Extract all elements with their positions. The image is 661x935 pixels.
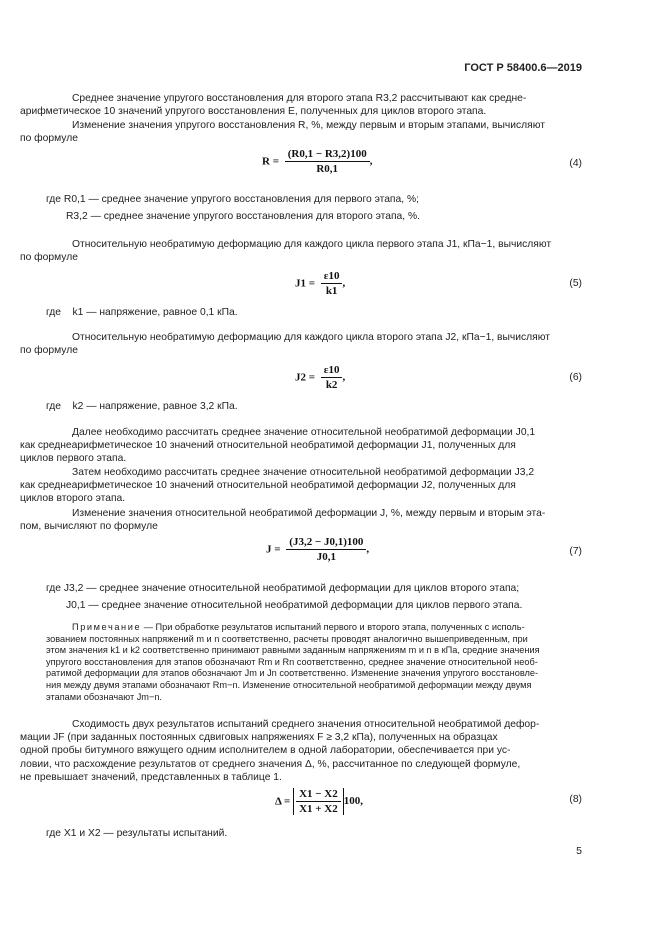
text-line: Далее необходимо рассчитать среднее значение относительной необратимой деформации J0,1 <box>72 427 536 438</box>
fraction <box>296 788 341 815</box>
formula-8 <box>275 788 363 815</box>
where-line: где k1 — напряжение, равное 0,1 кПа. <box>46 307 238 318</box>
text-line: арифметическое 10 значений упругого восстановления E, полученных для циклов второго этапа. <box>20 106 487 118</box>
equation-8 <box>0 788 661 828</box>
text-line: Изменение значения относительной необратимой деформации J, %, между первым и вторым эта- <box>72 508 546 519</box>
formula-tail: , <box>369 155 373 168</box>
text-line: пом, вычисляют по формуле <box>20 521 158 533</box>
where-line: где X1 и X2 — результаты испытаний. <box>46 828 228 839</box>
formula-tail: , <box>342 277 346 290</box>
where-block-7 <box>46 582 583 612</box>
fraction-denominator: k1 <box>325 285 338 297</box>
where-line: J0,1 — среднее значение относительной необратимой деформации для циклов первого этапа. <box>66 600 523 612</box>
equation-number: (8) <box>569 794 582 805</box>
text-line: мации JF (при заданных постоянных сдвиговых напряжениях F ≥ 3,2 кПа), полученных на образцах <box>20 732 498 744</box>
equation-7 <box>0 536 661 576</box>
text-line: Среднее значение упругого восстановления для второго этапа R3,2 рассчитывают как средне- <box>72 93 527 104</box>
text-line: как среднеарифметическое 10 значений относительной необратимой деформации J2, полученных для <box>20 480 516 492</box>
fraction-denominator: k2 <box>325 379 338 391</box>
paragraph-repeatability <box>20 718 583 784</box>
formula-4 <box>262 148 372 175</box>
paragraph-elastic-recovery-change <box>20 119 583 145</box>
where-line: где R0,1 — среднее значение упругого восстановления для первого этапа, %; <box>46 194 419 205</box>
where-block-5 <box>46 306 583 319</box>
equation-4 <box>0 148 661 188</box>
formula-tail: 100, <box>343 795 363 808</box>
note-line: этапами обозначают Jm−n. <box>46 691 162 702</box>
paragraph-j-change <box>20 507 583 533</box>
formula-6 <box>295 364 345 391</box>
text-line: циклов второго этапа. <box>20 493 126 505</box>
formula-lhs: J2 = <box>295 371 316 384</box>
where-line: R3,2 — среднее значение упругого восстановления для второго этапа, %. <box>66 211 420 223</box>
note-line: ратимой деформации для этапов обозначают Jm и Jn соответственно. Изменение значения упругого восстановле- <box>46 668 539 679</box>
where-line: где k2 — напряжение, равное 3,2 кПа. <box>46 401 238 412</box>
text-line: как среднеарифметическое 10 значений относительной необратимой деформации J1, полученных для <box>20 440 516 452</box>
where-block-6 <box>46 400 583 413</box>
fraction <box>286 536 366 563</box>
fraction-numerator: (J3,2 − J0,1)100 <box>286 536 366 550</box>
formula-7 <box>266 536 369 563</box>
standard-header: ГОСТ Р 58400.6—2019 <box>464 62 582 74</box>
paragraph-elastic-recovery-mean <box>20 92 583 118</box>
text-line: ловии, что расхождение результатов от среднего значения Δ, %, рассчитанное по следующей формуле, <box>20 758 521 770</box>
note-label: Примечание <box>72 622 142 632</box>
text-line: по формуле <box>20 252 78 264</box>
fraction-denominator: R0,1 <box>316 163 339 175</box>
fraction <box>321 364 346 391</box>
text-line: Изменение значения упругого восстановления R, %, между первым и вторым этапами, вычисляют <box>72 120 545 131</box>
text-line: Относительную необратимую деформацию для каждого цикла второго этапа J2, кПа−1, вычисляют <box>72 332 550 343</box>
paragraph-j1 <box>20 238 583 264</box>
note-text: — При обработке результатов испытаний первого и второго этапа, полученных с исполь- <box>143 622 525 632</box>
text-line: не превышает значений, представленных в таблице 1. <box>20 771 282 783</box>
formula-lhs: J1 = <box>295 277 316 290</box>
paragraph-j2 <box>20 331 583 357</box>
formula-lhs: Δ = <box>275 795 291 808</box>
where-block-4 <box>46 193 583 223</box>
formula-lhs: R = <box>262 155 279 168</box>
equation-6 <box>0 364 661 404</box>
formula-5 <box>295 270 345 297</box>
where-block-8 <box>46 827 583 840</box>
fraction <box>321 270 346 297</box>
text-line: Сходимость двух результатов испытаний среднего значения относительной необратимой дефор- <box>72 719 540 730</box>
equation-5 <box>0 270 661 310</box>
note-line: зованием постоянных напряжений m и n соответственно, расчеты проводят аналогично вышеприведенным, при <box>46 633 528 644</box>
text-line: Затем необходимо рассчитать среднее значение относительной необратимой деформации J3,2 <box>72 467 535 478</box>
equation-number: (6) <box>569 372 582 383</box>
fraction-numerator: X1 − X2 <box>296 788 341 802</box>
page-number: 5 <box>576 845 582 857</box>
fraction-denominator: X1 + X2 <box>299 803 338 815</box>
text-line: одной пробы битумного вяжущего одним исполнителем в одной лаборатории, обеспечивается при ус- <box>20 745 511 757</box>
fraction-numerator: (R0,1 − R3,2)100 <box>285 148 370 162</box>
equation-number: (7) <box>569 546 582 557</box>
text-line: по формуле <box>20 345 78 357</box>
text-line: по формуле <box>20 133 78 145</box>
formula-lhs: J = <box>266 543 281 556</box>
fraction-denominator: J0,1 <box>316 551 336 563</box>
equation-number: (5) <box>569 278 582 289</box>
formula-tail: , <box>342 371 346 384</box>
fraction-numerator: ε10 <box>321 364 343 378</box>
equation-number: (4) <box>569 158 582 169</box>
text-line: Относительную необратимую деформацию для каждого цикла первого этапа J1, кПа−1, вычисляют <box>72 239 552 250</box>
note-line: ния между двумя этапами обозначают Rm−n. Изменение относительной необратимой деформации между двумя <box>46 679 532 690</box>
text-line: циклов первого этапа. <box>20 453 127 465</box>
fraction <box>285 148 370 175</box>
formula-tail: , <box>366 543 370 556</box>
note-line: этом значения k1 и k2 соответственно принимают равными заданным напряжениям m и n в кПа, средние значения <box>46 645 540 656</box>
absolute-value <box>293 788 344 815</box>
fraction-numerator: ε10 <box>321 270 343 284</box>
paragraph-j01 <box>20 426 583 466</box>
note-block <box>46 622 583 703</box>
paragraph-j32 <box>20 466 583 506</box>
note-line: упругого восстановления для этапов обозначают Rm и Rn соответственно, среднее значение относительной необ- <box>46 656 538 667</box>
note-line <box>46 622 583 634</box>
where-line: где J3,2 — среднее значение относительной необратимой деформации для циклов второго этапа; <box>46 583 520 594</box>
